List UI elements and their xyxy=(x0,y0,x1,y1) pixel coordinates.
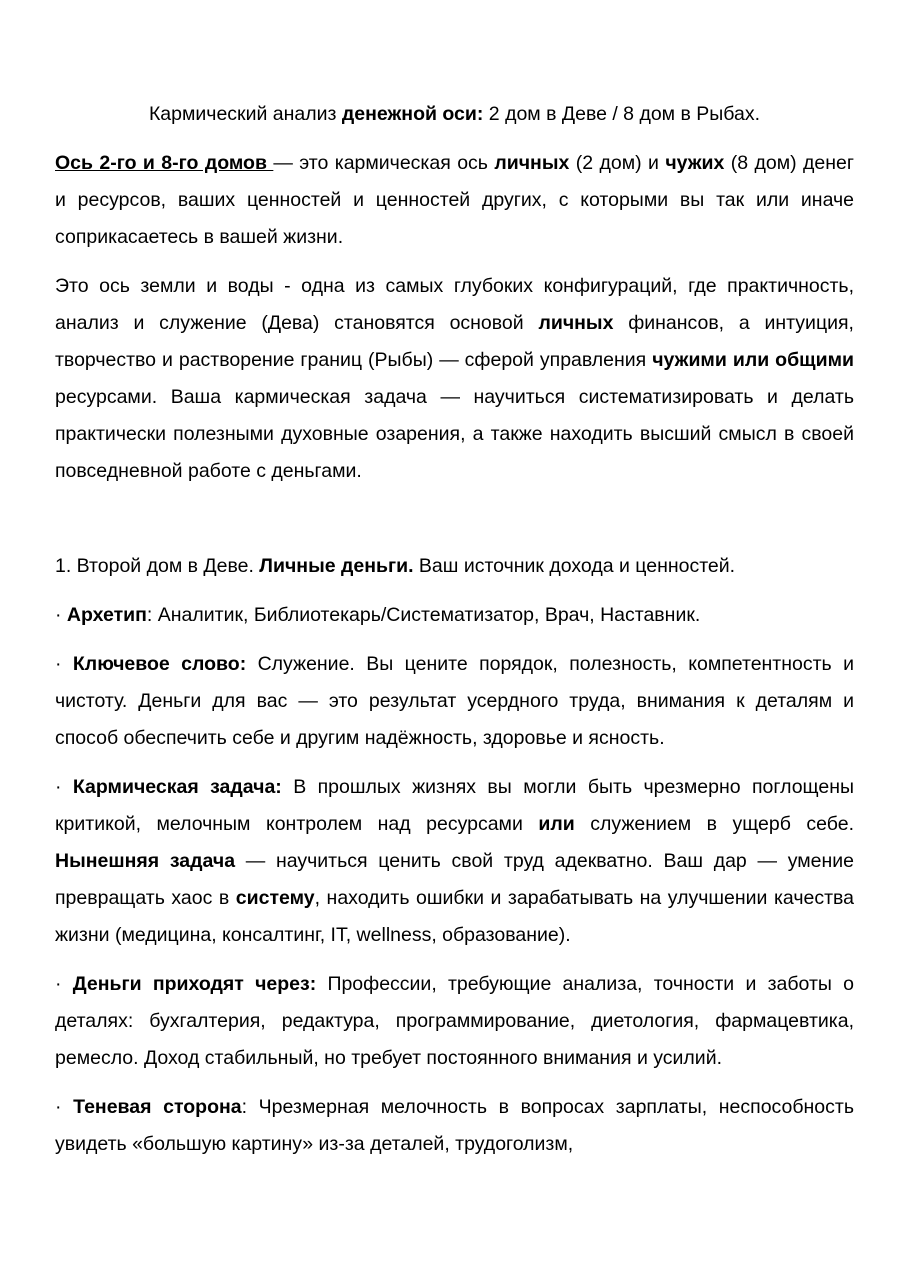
archetype-item: · Архетип: Аналитик, Библиотекарь/Систематизатор, Врач, Наставник. xyxy=(55,604,701,626)
keyword-item: · Ключевое слово: Служение. Вы цените порядок, полезность, компетентность и чистоту. Деньги для вас — это результат усердного труда, внимания к деталям и способ обеспечить себе и другим надёжность, здоровье и ясность. xyxy=(55,653,854,749)
karmic-task-item: · Кармическая задача: В прошлых жизнях вы могли быть чрезмерно поглощены критикой, мелочным контролем над ресурсами или служением в ущерб себе. Нынешняя задача — научиться ценить свой труд адекватно. Ваш дар — умение превращать хаос в систему, находить ошибки и зарабатывать на улучшении качества жизни (медицина, консалтинг, IT, wellness, образование). xyxy=(55,776,855,946)
section-heading-second-house: 1. Второй дом в Деве. Личные деньги. Ваш источник дохода и ценностей. xyxy=(55,555,736,577)
document-title: Кармический анализ денежной оси: 2 дом в Деве / 8 дом в Рыбах. xyxy=(148,103,761,125)
shadow-side-item: · Теневая сторона: Чрезмерная мелочность в вопросах зарплаты, неспособность увидеть «большую картину» из-за деталей, трудоголизм, xyxy=(55,1096,854,1155)
axis-heading: Ось 2-го и 8-го домов xyxy=(55,152,274,174)
money-through-item: · Деньги приходят через: Профессии, требующие анализа, точности и заботы о деталях: бухгалтерия, редактура, программирование, диетология, фармацевтика, ремесло. Доход стабильный, но требует постоянного внимания и усилий. xyxy=(55,973,854,1069)
earth-water-paragraph: Это ось земли и воды - одна из самых глубоких конфигураций, где практичность, анализ и служение (Дева) становятся основой личных финансов, а интуиция, творчество и растворение границ (Рыбы) — сферой управления чужими или общими ресурсами. Ваша кармическая задача — научиться систематизировать и делать практически полезными духовные озарения, а также находить высший смысл в своей повседневной работе с деньгами. xyxy=(55,275,854,482)
intro-paragraph: Ось 2-го и 8-го домов — это кармическая ось личных (2 дом) и чужих (8 дом) денег и ресурсов, ваших ценностей и ценностей других, с которыми вы так или иначе соприкасаетесь в вашей жизни. xyxy=(55,152,854,248)
section-gap xyxy=(55,502,854,548)
document-page xyxy=(55,96,854,1175)
